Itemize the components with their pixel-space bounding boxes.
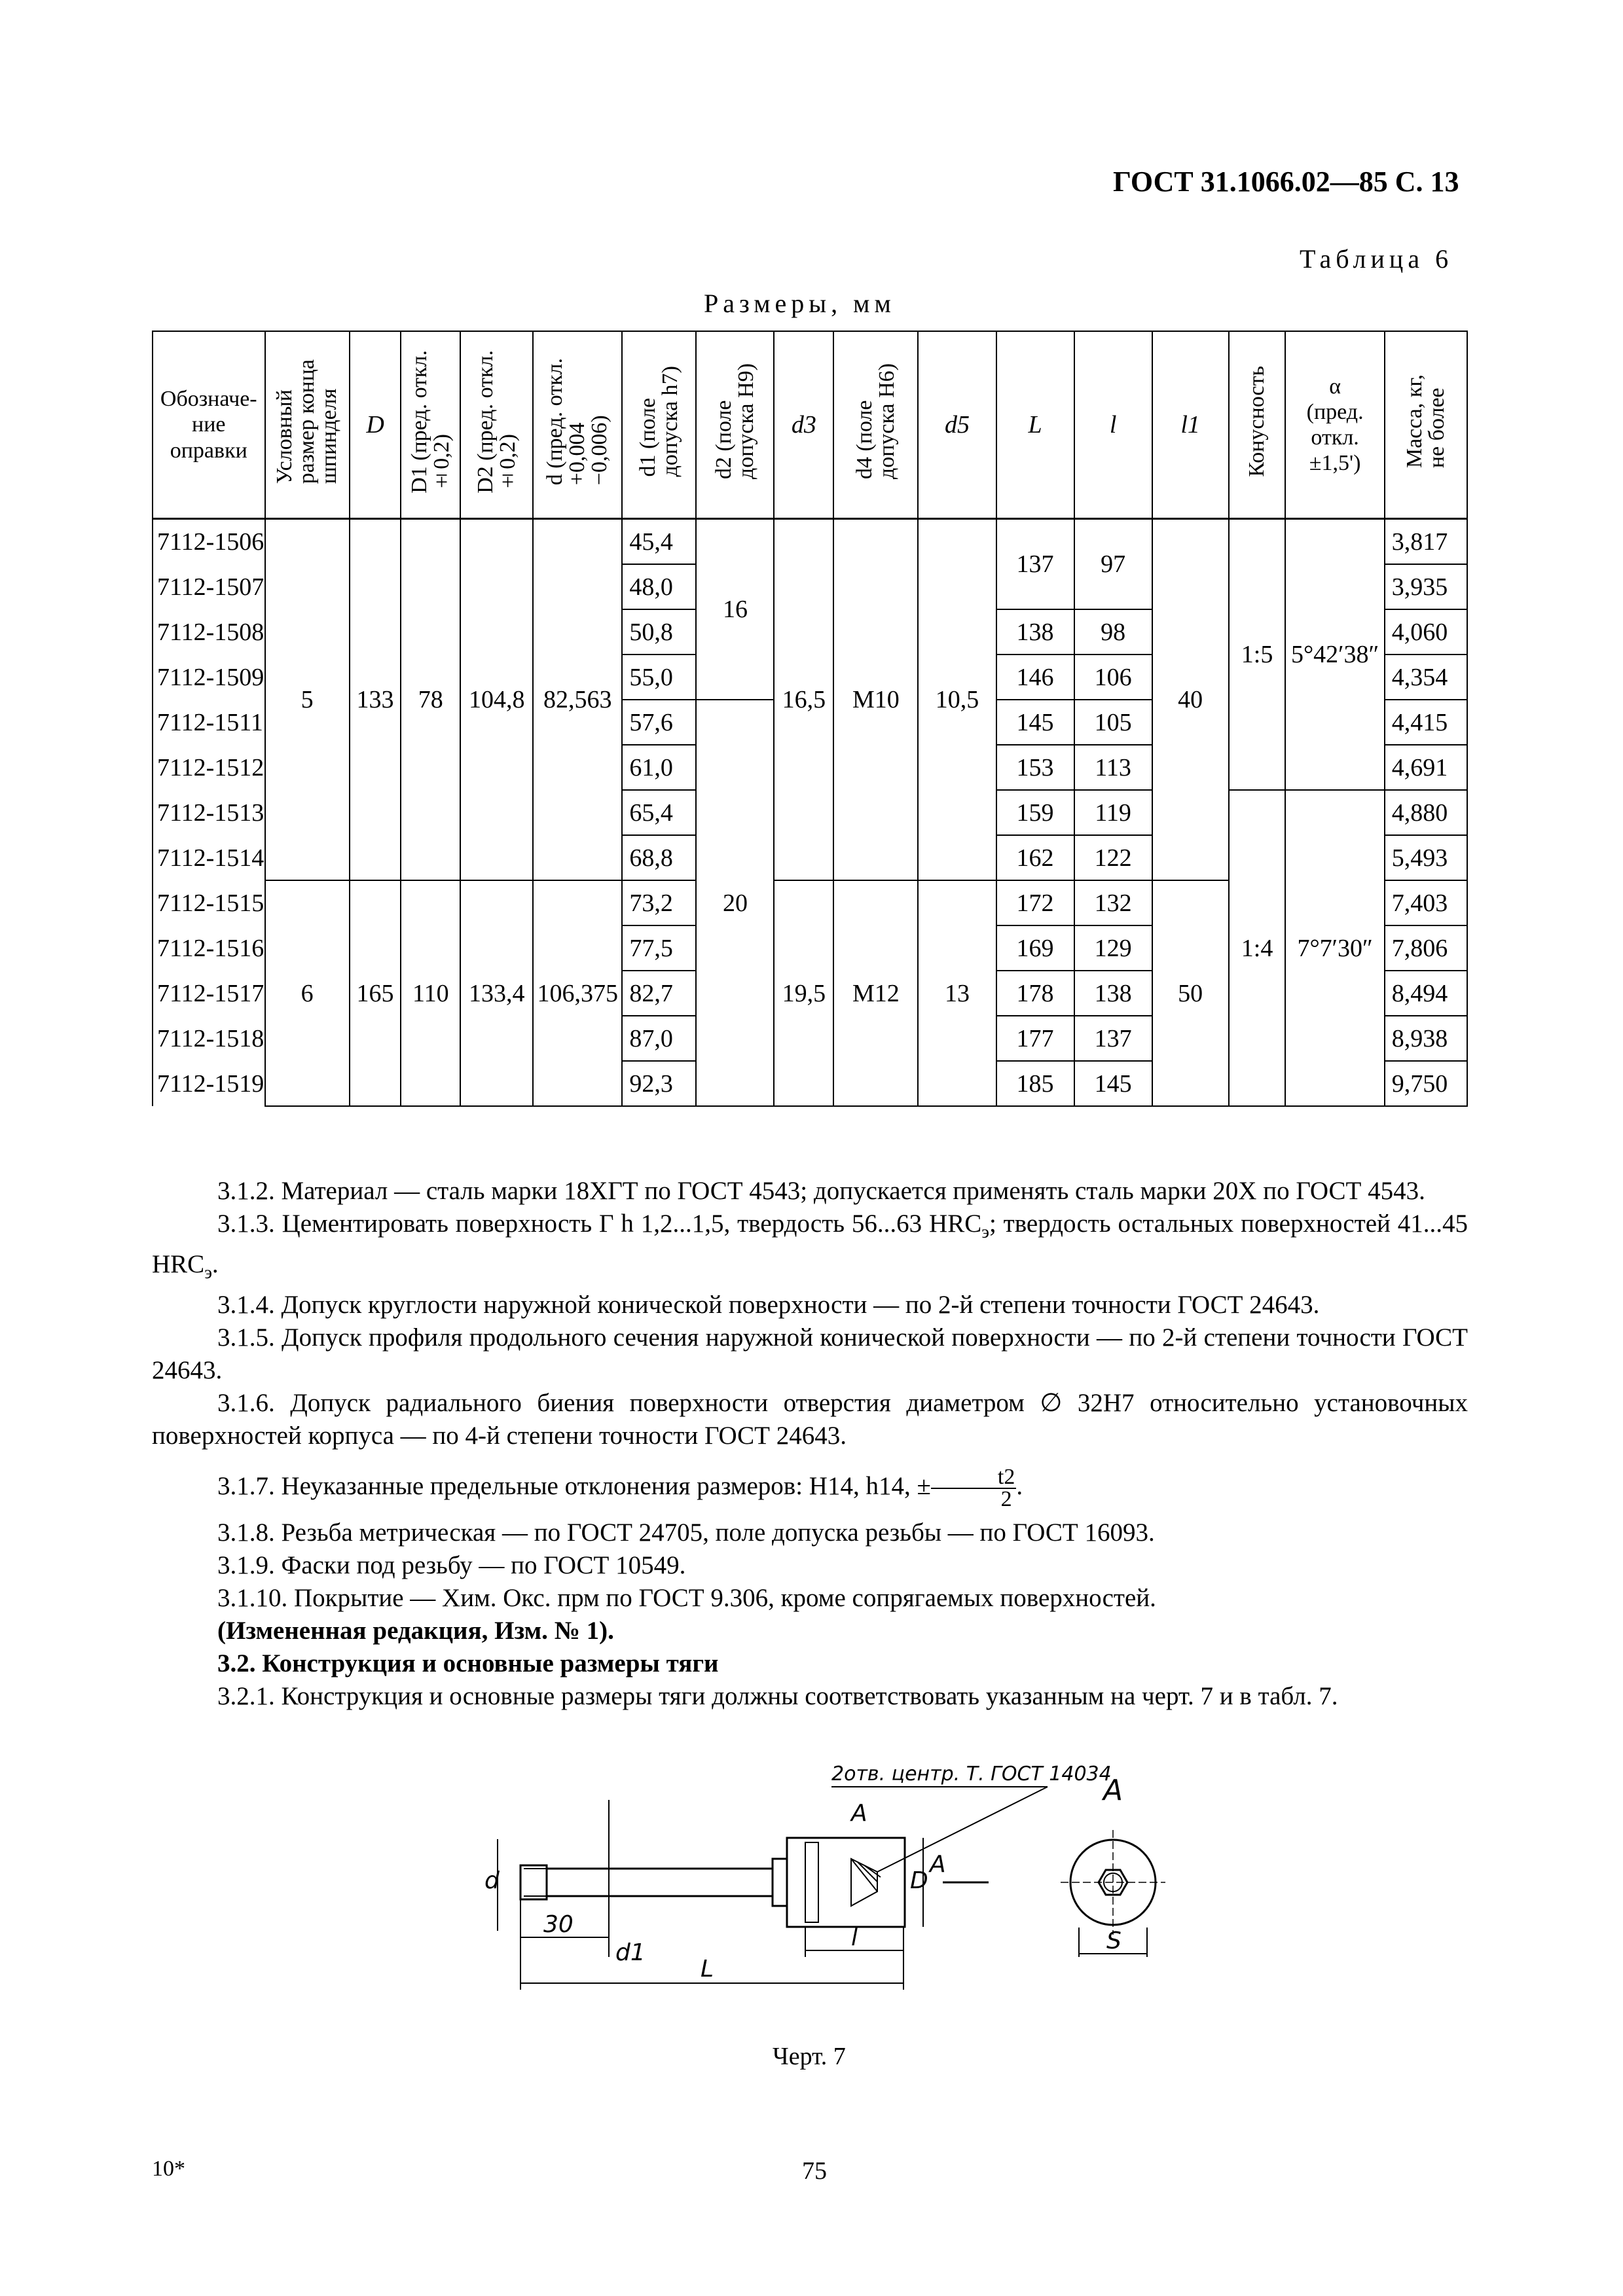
cell-l: 138	[1074, 971, 1152, 1016]
cell-mass: 4,415	[1385, 700, 1467, 745]
cell-designation: 7112-1516	[153, 925, 265, 971]
cell-cond-size: 5	[265, 519, 350, 881]
cell-designation: 7112-1513	[153, 790, 265, 835]
cell-designation: 7112-1518	[153, 1016, 265, 1061]
drawing-7	[458, 1761, 1211, 2022]
cell-L: 138	[996, 609, 1074, 655]
cell-d4: M12	[833, 880, 918, 1106]
col-l1: l1	[1152, 331, 1229, 519]
cell-D: 133	[350, 519, 401, 881]
cell-d1: 45,4	[622, 519, 696, 565]
cell-D1: 110	[401, 880, 460, 1106]
cell-d2: 20	[696, 700, 774, 1106]
cell-mass: 7,806	[1385, 925, 1467, 971]
col-d4: d4 (поле допуска H6)	[833, 331, 918, 519]
col-l: l	[1074, 331, 1152, 519]
col-taper: Конусность	[1229, 331, 1286, 519]
cell-taper: 1:5	[1229, 519, 1286, 791]
cell-l: 137	[1074, 1016, 1152, 1061]
col-d3: d3	[774, 331, 833, 519]
cell-mass: 9,750	[1385, 1061, 1467, 1106]
cell-l1: 40	[1152, 519, 1229, 881]
cell-l: 97	[1074, 519, 1152, 610]
cell-d1: 77,5	[622, 925, 696, 971]
cell-L: 145	[996, 700, 1074, 745]
cell-l: 122	[1074, 835, 1152, 880]
para-3-1-8: 3.1.8. Резьба метрическая — по ГОСТ 24705, поле допуска резьбы — по ГОСТ 16093.	[217, 1518, 1155, 1547]
cell-d1: 68,8	[622, 835, 696, 880]
cell-alpha: 5°42′38″	[1285, 519, 1384, 791]
cell-mass: 8,494	[1385, 971, 1467, 1016]
cell-d: 82,563	[533, 519, 622, 881]
section-3-2-title: 3.2. Конструкция и основные размеры тяги	[217, 1649, 719, 1677]
cell-d5: 10,5	[918, 519, 996, 881]
para-3-2-1: 3.2.1. Конструкция и основные размеры тяги должны соответствовать указанным на черт. 7 и в табл. 7.	[217, 1681, 1338, 1710]
cell-l: 145	[1074, 1061, 1152, 1106]
cell-L: 185	[996, 1061, 1074, 1106]
para-3-1-2: 3.1.2. Материал — сталь марки 18ХГТ по ГОСТ 4543; допускается применять сталь марки 20Х по ГОСТ 4543.	[217, 1177, 1425, 1205]
cell-d1: 55,0	[622, 655, 696, 700]
cell-d3: 16,5	[774, 519, 833, 881]
cell-taper: 1:4	[1229, 790, 1286, 1106]
para-3-1-7: 3.1.7. Неуказанные предельные отклонения размеров: Н14, h14, ± $\frac{t2}{2}$ .	[217, 1464, 1023, 1511]
cell-designation: 7112-1507	[153, 564, 265, 609]
cell-L: 178	[996, 971, 1074, 1016]
col-alpha: α (пред. откл. ±1,5')	[1285, 331, 1384, 519]
para-3-1-9: 3.1.9. Фаски под резьбу — по ГОСТ 10549.	[217, 1551, 686, 1579]
para-3-1-3: 3.1.3. Цементировать поверхность Г h 1,2...1,5, твердость 56...63 $HRC_э$; твердость остальных поверхностей 41...45 $HRC_э$.	[152, 1210, 1468, 1282]
dim-d-label: d	[484, 1867, 500, 1894]
cell-designation: 7112-1506	[153, 519, 265, 565]
cell-D1: 78	[401, 519, 460, 881]
col-D2: D2 (пред. откл. ±0,2)	[460, 331, 533, 519]
table-label: Таблица 6	[1300, 244, 1453, 274]
cell-l: 113	[1074, 745, 1152, 790]
cell-alpha: 7°7′30″	[1285, 790, 1384, 1106]
cell-d1: 87,0	[622, 1016, 696, 1061]
corner-mark: 10*	[152, 2157, 185, 2181]
para-3-1-10: 3.1.10. Покрытие — Хим. Окс. прм по ГОСТ 9.306, кроме сопрягаемых поверхностей.	[217, 1583, 1156, 1612]
cell-L: 162	[996, 835, 1074, 880]
cell-d1: 61,0	[622, 745, 696, 790]
col-cond-size: Условный размер конца шпинделя	[265, 331, 350, 519]
col-mass: Масса, кг, не более	[1385, 331, 1467, 519]
cell-L: 146	[996, 655, 1074, 700]
para-3-1-6: 3.1.6. Допуск радиального биения поверхности отверстия диаметром ∅ 32Н7 относительно установочных поверхностей корпуса — по 4-й степени точности ГОСТ 24643.	[152, 1388, 1468, 1450]
col-d5: d5	[918, 331, 996, 519]
cell-L: 153	[996, 745, 1074, 790]
cell-d1: 92,3	[622, 1061, 696, 1106]
cell-l: 106	[1074, 655, 1152, 700]
cell-mass: 4,060	[1385, 609, 1467, 655]
cell-l: 98	[1074, 609, 1152, 655]
cell-designation: 7112-1519	[153, 1061, 265, 1106]
table-row	[153, 519, 1467, 565]
cell-d2: 16	[696, 519, 774, 700]
cell-mass: 4,354	[1385, 655, 1467, 700]
col-D: D	[350, 331, 401, 519]
col-designation: Обозначе-ние оправки	[153, 331, 265, 519]
arrow-label-a: A	[930, 1851, 946, 1878]
body-text	[152, 1175, 1468, 1713]
dim-L-label: L	[701, 1956, 714, 1982]
col-d: d (пред. откл. +0,004 −0,006)	[533, 331, 622, 519]
cell-designation: 7112-1515	[153, 880, 265, 925]
cell-mass: 4,691	[1385, 745, 1467, 790]
cell-l: 132	[1074, 880, 1152, 925]
cell-L: 137	[996, 519, 1074, 610]
cell-l: 105	[1074, 700, 1152, 745]
cell-L: 169	[996, 925, 1074, 971]
cell-designation: 7112-1512	[153, 745, 265, 790]
cell-designation: 7112-1508	[153, 609, 265, 655]
cell-mass: 4,880	[1385, 790, 1467, 835]
col-D1: D1 (пред. откл. ±0,2)	[401, 331, 460, 519]
table-header-row	[153, 331, 1467, 519]
cell-mass: 7,403	[1385, 880, 1467, 925]
figure-caption: Черт. 7	[773, 2043, 846, 2070]
col-L: L	[996, 331, 1074, 519]
section-label-a: A	[851, 1800, 867, 1827]
dim-l-label: l	[851, 1924, 858, 1951]
collar	[773, 1859, 787, 1906]
para-3-1-4: 3.1.4. Допуск круглости наружной конической поверхности — по 2-й степени точности ГОСТ 24643.	[217, 1290, 1320, 1319]
dim-30-label: 30	[543, 1911, 574, 1938]
dim-D-label: D	[910, 1867, 928, 1894]
col-d2: d2 (поле допуска H9)	[696, 331, 774, 519]
col-d1: d1 (поле допуска h7)	[622, 331, 696, 519]
cell-d1: 73,2	[622, 880, 696, 925]
cell-L: 172	[996, 880, 1074, 925]
cell-designation: 7112-1509	[153, 655, 265, 700]
cell-d3: 19,5	[774, 880, 833, 1106]
dim-d1-label: d1	[615, 1939, 646, 1966]
cell-designation: 7112-1511	[153, 700, 265, 745]
drawing-note: 2отв. центр. Т. ГОСТ 14034	[831, 1763, 1112, 1785]
dim-S-label: S	[1106, 1928, 1122, 1954]
rod-body	[547, 1869, 773, 1896]
cell-d1: 57,6	[622, 700, 696, 745]
cell-D2: 104,8	[460, 519, 533, 881]
cell-l: 129	[1074, 925, 1152, 971]
cell-l: 119	[1074, 790, 1152, 835]
cell-d1: 82,7	[622, 971, 696, 1016]
cell-d1: 65,4	[622, 790, 696, 835]
cell-d: 106,375	[533, 880, 622, 1106]
cell-d1: 50,8	[622, 609, 696, 655]
table-caption: Размеры, мм	[704, 289, 896, 318]
rod-end	[520, 1865, 547, 1899]
cell-d4: M10	[833, 519, 918, 881]
cell-mass: 5,493	[1385, 835, 1467, 880]
para-changed-edition: (Измененная редакция, Изм. № 1).	[217, 1616, 614, 1645]
cell-mass: 3,935	[1385, 564, 1467, 609]
cell-D: 165	[350, 880, 401, 1106]
cell-l1: 50	[1152, 880, 1229, 1106]
page-header: ГОСТ 31.1066.02—85 С. 13	[1113, 166, 1459, 198]
cell-d1: 48,0	[622, 564, 696, 609]
cell-L: 159	[996, 790, 1074, 835]
cell-cond-size: 6	[265, 880, 350, 1106]
para-3-1-5: 3.1.5. Допуск профиля продольного сечения наружной конической поверхности — по 2-й степени точности ГОСТ 24643.	[152, 1323, 1468, 1384]
view-label: A	[1103, 1774, 1123, 1807]
cell-mass: 8,938	[1385, 1016, 1467, 1061]
cell-L: 177	[996, 1016, 1074, 1061]
cell-d5: 13	[918, 880, 996, 1106]
cell-mass: 3,817	[1385, 519, 1467, 565]
page-number: 75	[802, 2157, 827, 2185]
dimensions-table	[152, 331, 1468, 1107]
cell-designation: 7112-1514	[153, 835, 265, 880]
cell-D2: 133,4	[460, 880, 533, 1106]
cell-designation: 7112-1517	[153, 971, 265, 1016]
